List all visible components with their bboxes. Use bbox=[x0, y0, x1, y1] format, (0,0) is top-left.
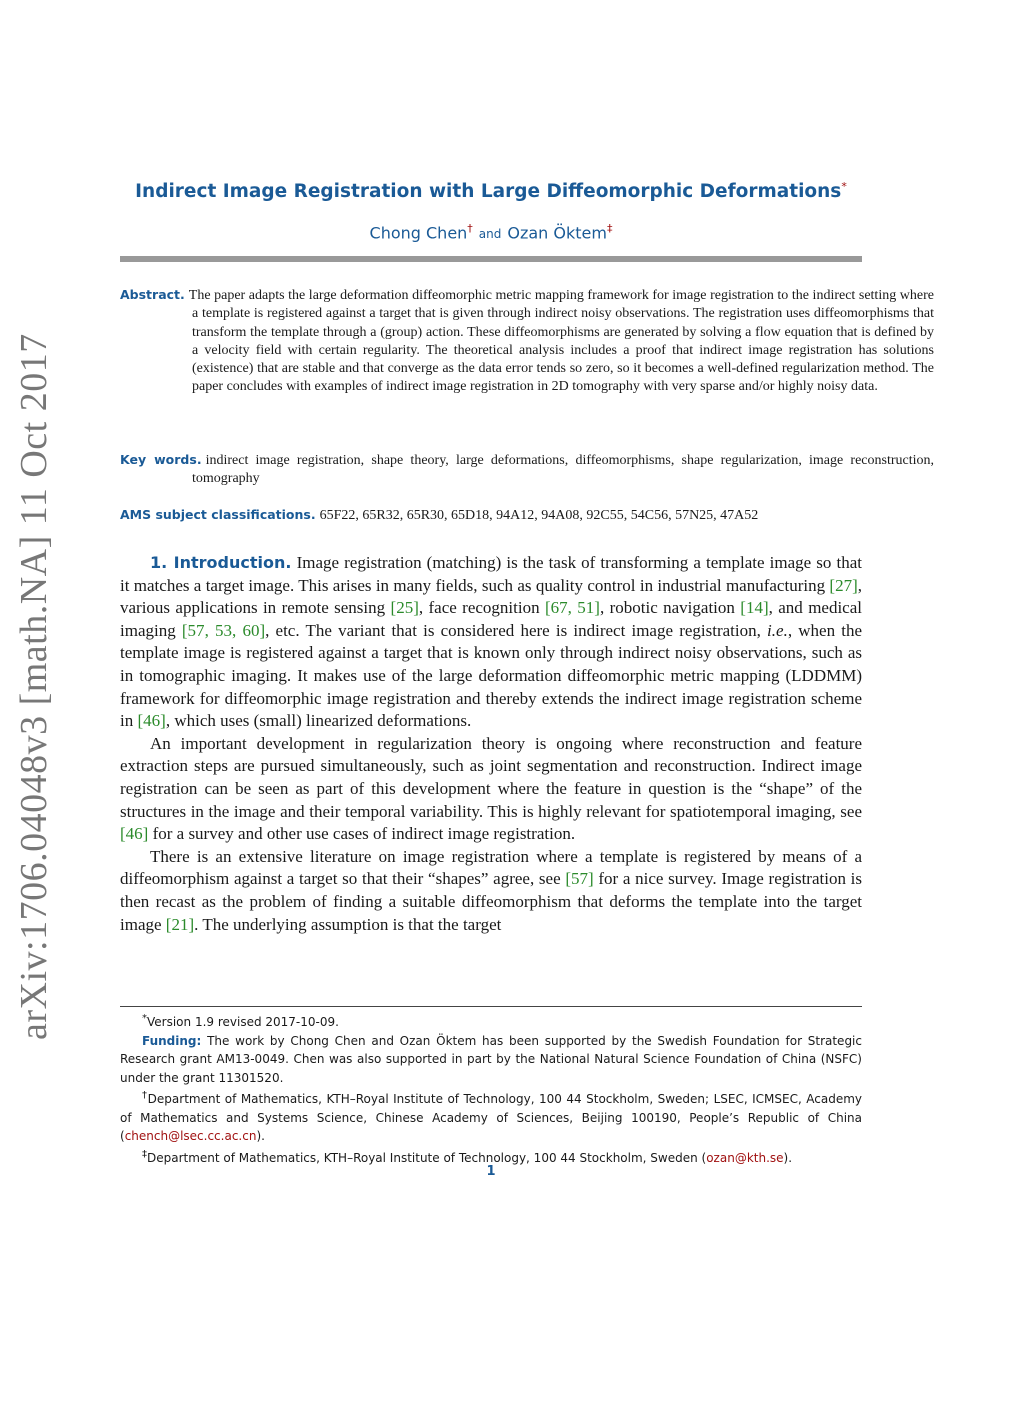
footnote-text: Department of Mathematics, KTH–Royal Institute of Technology, 100 44 Stockholm, Sweden; LSEC, ICMSEC, Academy of Mathematics and Systems Science, Chinese Academy of Sciences, Beijing 100190, People’s Republic of China ( bbox=[120, 1092, 863, 1143]
footnote-rule bbox=[120, 1006, 862, 1007]
paragraph-1 bbox=[120, 552, 862, 733]
section-title: Introduction. bbox=[173, 553, 292, 572]
citation-link[interactable]: [46] bbox=[120, 824, 149, 844]
ams-label: AMS subject classifications. bbox=[120, 507, 316, 522]
author-1: Chong Chen bbox=[369, 223, 468, 243]
footnote-affiliation-1 bbox=[120, 1087, 862, 1146]
citation-link[interactable]: 60] bbox=[242, 620, 266, 640]
citation-link[interactable]: [46] bbox=[137, 711, 166, 731]
author-list bbox=[120, 222, 862, 242]
author-conjunction: and bbox=[478, 227, 502, 242]
text-run: , which uses (small) linearized deformations. bbox=[165, 711, 472, 731]
citation-link[interactable]: [14] bbox=[740, 598, 769, 618]
footnote-text: ). bbox=[783, 1150, 793, 1165]
footnote-text: Version 1.9 revised 2017-10-09. bbox=[147, 1015, 339, 1029]
citation-link[interactable]: 51] bbox=[577, 598, 600, 618]
text-run: . The underlying assumption is that the target bbox=[194, 914, 502, 934]
text-run: Image registration (matching) is the task of transforming a template image so that it matches a target image. This arises in many fields, such as quality control in industrial manufacturing bbox=[120, 553, 862, 595]
citation-separator: , bbox=[232, 620, 243, 640]
email-link[interactable]: ozan@kth.se bbox=[706, 1150, 784, 1165]
text-run: An important development in regularization theory is ongoing where reconstruction and feature extraction steps are pursued simultaneously, such as joint segmentation and reconstruction. Indirect image registration can be seen as part of this development where the feature in question is the “shape” of the structures in the image and their temporal variability. This is highly relevant for spatiotemporal imaging, see bbox=[120, 733, 862, 821]
footnote-mark: * bbox=[142, 1013, 147, 1024]
ams-text: 65F22, 65R32, 65R30, 65D18, 94A12, 94A08, 92C55, 54C56, 57N25, 47A52 bbox=[319, 508, 759, 523]
text-run: There is an extensive literature on image registration where a template is registered by means of a diffeomorphism against a target so that their “shapes” agree, see bbox=[120, 846, 862, 889]
text-run: , etc. The variant that is considered here is indirect image registration, bbox=[265, 620, 768, 640]
page-number: 1 bbox=[486, 1164, 496, 1179]
citation-separator: , bbox=[204, 620, 215, 640]
text-run: , various applications in remote sensing bbox=[120, 575, 862, 618]
section-number: 1. bbox=[150, 553, 168, 572]
text-run: for a nice survey. Image registration is then recast as the problem of finding a suitable diffeomorphism that deforms the template into the target image bbox=[120, 869, 862, 934]
citation-link[interactable]: [27] bbox=[829, 575, 858, 595]
footnote-text: Department of Mathematics, KTH–Royal Institute of Technology, 100 44 Stockholm, Sweden ( bbox=[147, 1150, 707, 1165]
footnote-text: ). bbox=[256, 1129, 265, 1143]
keywords-text: indirect image registration, shape theory, large deformations, diffeomorphisms, shape regularization, image reconstruction, tomography bbox=[192, 453, 934, 487]
citation-link[interactable]: [57 bbox=[181, 620, 205, 640]
text-run: , when the template image is registered against a target that is known only through indirect noisy observations, such as in tomographic imaging. It makes use of the large deformation diffeomorphic metric mapping (LDDMM) framework for diffeomorphic image registration and thereby extends the indirect image registration scheme in bbox=[120, 620, 863, 731]
citation-link[interactable]: [57] bbox=[565, 869, 594, 889]
emphasis-ie: i.e. bbox=[767, 620, 788, 640]
abstract-label: Abstract. bbox=[120, 287, 185, 302]
keywords-label: Key words. bbox=[120, 452, 202, 467]
footnote-funding bbox=[120, 1032, 862, 1088]
citation-link[interactable]: [21] bbox=[165, 914, 195, 934]
author-2-mark[interactable]: ‡ bbox=[606, 222, 613, 235]
text-run: , face recognition bbox=[418, 598, 545, 618]
keywords bbox=[120, 451, 934, 489]
paragraph-3 bbox=[120, 846, 862, 936]
title-rule bbox=[120, 256, 862, 262]
section-heading bbox=[150, 553, 291, 572]
citation-link[interactable]: [67 bbox=[544, 598, 568, 618]
arxiv-stamp: arXiv:1706.04048v3 [math.NA] 11 Oct 2017 bbox=[13, 333, 55, 1040]
funding-label: Funding: bbox=[142, 1033, 202, 1048]
citation-separator: , bbox=[567, 598, 578, 618]
text-run: for a survey and other use cases of indirect image registration. bbox=[148, 824, 576, 844]
title-footnote-mark[interactable]: * bbox=[841, 180, 847, 193]
footnotes bbox=[120, 1010, 862, 1167]
abstract-text: The paper adapts the large deformation diffeomorphic metric mapping framework for image registration to the indirect setting where a template is registered against a target that is given through indirect noisy observations. The registration uses diffeomorphisms that transform the template through a (group) action. These diffeomorphisms are generated by solving a flow equation that is defined by a velocity field with certain regularity. The theoretical analysis includes a proof that indirect image registration has solutions (existence) that are stable and that converge as the data error tends so zero, so it becomes a well-defined regularization method. The paper concludes with examples of indirect image registration in 2D tomography with very sparse and/or highly noisy data. bbox=[188, 288, 934, 395]
author-1-mark[interactable]: † bbox=[467, 222, 473, 235]
paper-title bbox=[120, 180, 862, 202]
footnote-mark: † bbox=[142, 1090, 148, 1101]
paragraph-2 bbox=[120, 733, 862, 846]
author-2: Ozan Öktem bbox=[507, 223, 607, 243]
citation-link[interactable]: 53 bbox=[215, 620, 232, 640]
email-link[interactable]: chench@lsec.cc.ac.cn bbox=[124, 1129, 257, 1143]
abstract bbox=[120, 286, 934, 397]
citation-link[interactable]: [25] bbox=[390, 598, 419, 618]
body-text bbox=[120, 552, 862, 936]
footnote-text: The work by Chong Chen and Ozan Öktem has been supported by the Swedish Foundation for Strategic Research grant AM13-0049. Chen was also supported in part by the National Natural Science Foundation of China (NSFC) under the grant 11301520. bbox=[120, 1033, 862, 1085]
footnote-mark: ‡ bbox=[142, 1148, 147, 1160]
footnote-version bbox=[120, 1010, 862, 1032]
text-run: , robotic navigation bbox=[599, 598, 741, 618]
title-text: Indirect Image Registration with Large Diffeomorphic Deformations bbox=[135, 181, 842, 203]
text-run: , and medical imaging bbox=[120, 598, 862, 640]
ams-classifications bbox=[120, 506, 862, 525]
